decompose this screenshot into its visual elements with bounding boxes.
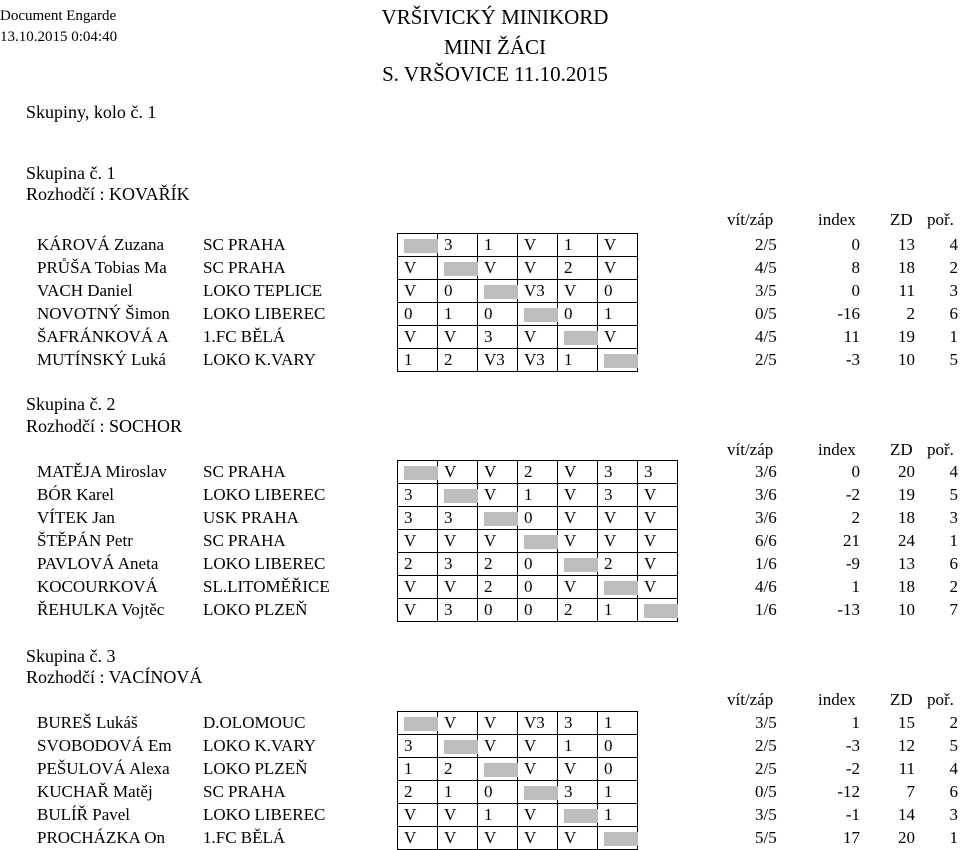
doc-timestamp: 13.10.2015 0:04:40 <box>0 29 118 45</box>
fencer-rank: 5 <box>949 485 958 504</box>
bout-result-cell: 2 <box>518 461 558 484</box>
bout-result-cell: V <box>398 257 438 280</box>
fencer-zd: 2 <box>906 304 915 323</box>
round-title: Skupiny, kolo č. 1 <box>26 102 157 122</box>
header-index: index <box>818 440 856 459</box>
fencer-rank: 7 <box>949 600 958 619</box>
fencer-vitzap: 3/5 <box>755 281 777 300</box>
group-title: Skupina č. 3 <box>26 646 116 666</box>
fencer-name: PROCHÁZKA On <box>37 828 165 847</box>
bout-result-cell: V <box>558 507 598 530</box>
fencer-row <box>0 780 960 803</box>
bout-result-cell: 3 <box>438 234 478 257</box>
fencer-name: KUCHAŘ Matěj <box>37 782 153 801</box>
fencer-vitzap: 3/6 <box>755 462 777 481</box>
bout-result-cell: V <box>518 234 558 257</box>
bout-result-cell: V <box>598 530 638 553</box>
column-headers <box>0 690 960 712</box>
bout-result-cell: V <box>558 758 598 781</box>
fencer-rank: 1 <box>949 327 958 346</box>
bout-result-cell: V <box>398 804 438 827</box>
fencer-name: PEŠULOVÁ Alexa <box>37 759 170 778</box>
fencer-index: -3 <box>845 350 860 369</box>
fencer-index: 21 <box>843 531 860 550</box>
fencer-club: USK PRAHA <box>203 508 299 527</box>
bout-result-cell: 1 <box>478 804 518 827</box>
fencer-index: 0 <box>851 235 860 254</box>
header-index: index <box>818 690 856 709</box>
bout-result-cell: 1 <box>558 735 598 758</box>
bout-result-cell: V <box>598 257 638 280</box>
doc-generator: Document Engarde <box>0 8 117 24</box>
fencer-vitzap: 3/6 <box>755 485 777 504</box>
fencer-rank: 6 <box>949 304 958 323</box>
bout-result-cell: V <box>478 257 518 280</box>
fencer-index: 2 <box>851 508 860 527</box>
bout-result-cell: 2 <box>398 553 438 576</box>
venue-date: S. VRŠOVICE 11.10.2015 <box>382 62 608 86</box>
bout-result-cell: V3 <box>518 712 558 735</box>
bout-result-cell: 2 <box>438 349 478 372</box>
column-headers <box>0 440 960 462</box>
fencer-rank: 3 <box>949 281 958 300</box>
fencer-club: SC PRAHA <box>203 531 286 550</box>
fencer-rank: 5 <box>949 350 958 369</box>
fencer-row <box>0 598 960 621</box>
bout-result-cell: 1 <box>598 781 638 804</box>
fencer-zd: 18 <box>898 508 915 527</box>
bout-result-cell: 2 <box>478 553 518 576</box>
bout-result-cell: 0 <box>398 303 438 326</box>
header-index: index <box>818 210 856 229</box>
category-title: MINI ŽÁCI <box>443 35 547 59</box>
bout-result-cell: V <box>438 530 478 553</box>
header-vitzap: vít/záp <box>727 210 774 229</box>
bout-result-cell: 0 <box>598 758 638 781</box>
bout-result-cell: V3 <box>518 349 558 372</box>
bout-result-cell: V <box>478 735 518 758</box>
fencer-vitzap: 6/6 <box>755 531 777 550</box>
fencer-name: BULÍŘ Pavel <box>37 805 131 824</box>
bout-result-cell: 1 <box>598 599 638 622</box>
fencer-club: SL.LITOMĚŘICE <box>203 577 330 596</box>
fencer-row <box>0 575 960 598</box>
fencer-index: -1 <box>845 805 860 824</box>
fencer-index: -9 <box>845 554 860 573</box>
fencer-index: -2 <box>845 759 860 778</box>
bout-result-cell: 1 <box>558 349 598 372</box>
fencer-row <box>0 325 960 348</box>
fencer-row <box>0 483 960 506</box>
group-title: Skupina č. 1 <box>26 163 116 183</box>
bout-result-cell: V <box>398 827 438 850</box>
fencer-name: ŘEHULKA Vojtěc <box>37 600 165 619</box>
bout-result-cell: V <box>478 484 518 507</box>
fencer-name: VACH Daniel <box>37 281 133 300</box>
header-por: poř. <box>927 440 954 459</box>
bout-result-cell: V <box>518 827 558 850</box>
bout-result-cell: 1 <box>478 234 518 257</box>
bout-result-cell: V <box>438 326 478 349</box>
fencer-club: LOKO K.VARY <box>203 736 317 755</box>
fencer-vitzap: 2/5 <box>755 759 777 778</box>
bout-result-cell: 0 <box>518 507 558 530</box>
fencer-row <box>0 803 960 826</box>
fencer-club: LOKO TEPLICE <box>203 281 323 300</box>
bout-result-cell: 0 <box>518 553 558 576</box>
fencer-index: -13 <box>837 600 860 619</box>
group-referee: Rozhodčí : KOVAŘÍK <box>26 184 190 204</box>
bout-result-cell: 0 <box>478 303 518 326</box>
fencer-club: SC PRAHA <box>203 258 286 277</box>
header-por: poř. <box>927 690 954 709</box>
group-title: Skupina č. 2 <box>26 394 116 414</box>
fencer-row <box>0 279 960 302</box>
fencer-zd: 24 <box>898 531 915 550</box>
bout-result-cell: 1 <box>598 712 638 735</box>
fencer-index: -2 <box>845 485 860 504</box>
bout-result-cell: 3 <box>398 484 438 507</box>
bout-result-cell: 2 <box>598 553 638 576</box>
bout-result-cell: V <box>518 257 558 280</box>
bout-result-cell: V <box>638 484 678 507</box>
bout-result-cell: V <box>558 827 598 850</box>
bout-result-cell: 3 <box>558 712 598 735</box>
fencer-rank: 3 <box>949 508 958 527</box>
fencer-rank: 1 <box>949 531 958 550</box>
fencer-row <box>0 348 960 371</box>
bout-result-cell: V <box>478 827 518 850</box>
fencer-zd: 11 <box>898 759 915 778</box>
fencer-vitzap: 4/6 <box>755 577 777 596</box>
bout-result-cell: 3 <box>438 599 478 622</box>
bout-result-cell: V <box>518 804 558 827</box>
bout-result-cell: 0 <box>518 599 558 622</box>
bout-result-cell: V <box>638 576 678 599</box>
fencer-vitzap: 0/5 <box>755 782 777 801</box>
fencer-name: KOCOURKOVÁ <box>37 577 158 596</box>
fencer-vitzap: 2/5 <box>755 350 777 369</box>
fencer-vitzap: 2/5 <box>755 235 777 254</box>
fencer-row <box>0 552 960 575</box>
fencer-zd: 18 <box>898 577 915 596</box>
fencer-index: 1 <box>851 577 860 596</box>
fencer-name: PRŮŠA Tobias Ma <box>37 258 167 277</box>
bout-result-cell: 0 <box>518 576 558 599</box>
bout-result-cell: 3 <box>598 461 638 484</box>
fencer-club: 1.FC BĚLÁ <box>203 828 286 847</box>
fencer-index: 17 <box>843 828 860 847</box>
fencer-index: 0 <box>851 281 860 300</box>
header-por: poř. <box>927 210 954 229</box>
bout-result-cell: V <box>558 484 598 507</box>
bout-result-cell: V <box>438 576 478 599</box>
fencer-name: ŠTĚPÁN Petr <box>37 531 133 550</box>
header-zd: ZD <box>890 210 913 229</box>
bout-result-cell: V <box>518 735 558 758</box>
fencer-index: 11 <box>843 327 860 346</box>
bout-result-cell: 3 <box>398 507 438 530</box>
bout-result-cell: 0 <box>438 280 478 303</box>
bout-result-cell: 3 <box>438 507 478 530</box>
bout-result-cell: V <box>398 530 438 553</box>
bout-result-cell: 3 <box>558 781 598 804</box>
fencer-vitzap: 5/5 <box>755 828 777 847</box>
fencer-row <box>0 529 960 552</box>
fencer-vitzap: 3/6 <box>755 508 777 527</box>
fencer-name: SVOBODOVÁ Em <box>37 736 172 755</box>
bout-result-cell: V3 <box>518 280 558 303</box>
bout-result-cell: 1 <box>398 758 438 781</box>
bout-result-cell: 1 <box>438 303 478 326</box>
bout-result-cell: 0 <box>478 781 518 804</box>
fencer-club: 1.FC BĚLÁ <box>203 327 286 346</box>
bout-result-cell: V3 <box>478 349 518 372</box>
fencer-zd: 13 <box>898 554 915 573</box>
bout-result-cell: 0 <box>598 280 638 303</box>
bout-result-cell: 1 <box>598 303 638 326</box>
fencer-zd: 10 <box>898 600 915 619</box>
fencer-row <box>0 826 960 849</box>
fencer-row <box>0 711 960 734</box>
bout-result-cell: 0 <box>598 735 638 758</box>
header-vitzap: vít/záp <box>727 440 774 459</box>
fencer-rank: 6 <box>949 554 958 573</box>
bout-result-cell: 1 <box>438 781 478 804</box>
bout-result-cell: 1 <box>558 234 598 257</box>
fencer-club: LOKO LIBEREC <box>203 485 326 504</box>
fencer-club: SC PRAHA <box>203 462 286 481</box>
fencer-vitzap: 1/6 <box>755 554 777 573</box>
fencer-club: LOKO LIBEREC <box>203 805 326 824</box>
group-referee: Rozhodčí : SOCHOR <box>26 416 183 436</box>
fencer-index: -16 <box>837 304 860 323</box>
bout-result-cell: V <box>638 507 678 530</box>
fencer-rank: 5 <box>949 736 958 755</box>
bout-result-cell: V <box>438 827 478 850</box>
bout-result-cell: 1 <box>398 349 438 372</box>
fencer-zd: 12 <box>898 736 915 755</box>
fencer-row <box>0 256 960 279</box>
bout-result-cell: 1 <box>598 804 638 827</box>
header-zd: ZD <box>890 690 913 709</box>
bout-result-cell: V <box>398 280 438 303</box>
bout-result-cell: 2 <box>558 599 598 622</box>
fencer-name: BÓR Karel <box>37 485 114 504</box>
fencer-rank: 3 <box>949 805 958 824</box>
bout-result-cell: 3 <box>598 484 638 507</box>
bout-result-cell: V <box>638 553 678 576</box>
bout-result-cell: V <box>518 758 558 781</box>
fencer-club: LOKO PLZEŇ <box>203 759 308 778</box>
fencer-zd: 19 <box>898 485 915 504</box>
fencer-name: KÁROVÁ Zuzana <box>37 235 164 254</box>
bout-result-cell: 3 <box>438 553 478 576</box>
fencer-zd: 18 <box>898 258 915 277</box>
fencer-club: SC PRAHA <box>203 235 286 254</box>
bout-result-cell: V <box>598 507 638 530</box>
fencer-name: BUREŠ Lukáš <box>37 713 138 732</box>
fencer-zd: 20 <box>898 462 915 481</box>
fencer-zd: 7 <box>906 782 915 801</box>
bout-result-cell: 0 <box>558 303 598 326</box>
fencer-row <box>0 460 960 483</box>
fencer-vitzap: 1/6 <box>755 600 777 619</box>
bout-result-cell: 3 <box>638 461 678 484</box>
bout-result-cell: V <box>478 530 518 553</box>
bout-result-cell: V <box>558 461 598 484</box>
fencer-name: ŠAFRÁNKOVÁ A <box>37 327 169 346</box>
fencer-vitzap: 4/5 <box>755 258 777 277</box>
fencer-vitzap: 4/5 <box>755 327 777 346</box>
bout-result-cell: 2 <box>478 576 518 599</box>
bout-result-cell: 3 <box>478 326 518 349</box>
fencer-vitzap: 3/5 <box>755 805 777 824</box>
competition-title: VRŠIVICKÝ MINIKORD <box>381 5 609 29</box>
fencer-rank: 1 <box>949 828 958 847</box>
bout-result-cell: V <box>478 712 518 735</box>
fencer-club: LOKO LIBEREC <box>203 304 326 323</box>
header-zd: ZD <box>890 440 913 459</box>
fencer-index: 0 <box>851 462 860 481</box>
bout-result-cell: V <box>438 461 478 484</box>
fencer-rank: 6 <box>949 782 958 801</box>
bout-result-cell: 0 <box>478 599 518 622</box>
fencer-zd: 19 <box>898 327 915 346</box>
bout-result-cell: V <box>398 576 438 599</box>
bout-result-cell: V <box>638 530 678 553</box>
fencer-zd: 14 <box>898 805 915 824</box>
fencer-rank: 2 <box>949 713 958 732</box>
bout-result-cell: V <box>438 804 478 827</box>
bout-result-cell: V <box>478 461 518 484</box>
bout-result-cell: V <box>558 530 598 553</box>
fencer-index: 1 <box>851 713 860 732</box>
fencer-name: VÍTEK Jan <box>37 508 115 527</box>
fencer-zd: 10 <box>898 350 915 369</box>
fencer-name: MUTÍNSKÝ Luká <box>37 350 166 369</box>
bout-result-cell: V <box>598 326 638 349</box>
column-headers <box>0 210 960 232</box>
bout-result-cell: 2 <box>398 781 438 804</box>
bout-result-cell: V <box>518 326 558 349</box>
fencer-row <box>0 233 960 256</box>
fencer-index: -3 <box>845 736 860 755</box>
bout-result-cell: 1 <box>518 484 558 507</box>
fencer-name: PAVLOVÁ Aneta <box>37 554 159 573</box>
fencer-vitzap: 2/5 <box>755 736 777 755</box>
fencer-zd: 11 <box>898 281 915 300</box>
fencer-vitzap: 3/5 <box>755 713 777 732</box>
fencer-name: MATĚJA Miroslav <box>37 462 167 481</box>
fencer-name: NOVOTNÝ Šimon <box>37 304 170 323</box>
fencer-club: LOKO K.VARY <box>203 350 317 369</box>
fencer-index: -12 <box>837 782 860 801</box>
fencer-zd: 13 <box>898 235 915 254</box>
group-referee: Rozhodčí : VACÍNOVÁ <box>26 667 203 687</box>
fencer-row <box>0 506 960 529</box>
fencer-club: SC PRAHA <box>203 782 286 801</box>
fencer-club: LOKO LIBEREC <box>203 554 326 573</box>
fencer-rank: 4 <box>949 235 958 254</box>
bout-result-cell: V <box>598 234 638 257</box>
fencer-row <box>0 734 960 757</box>
fencer-zd: 15 <box>898 713 915 732</box>
bout-result-cell: 3 <box>398 735 438 758</box>
bout-result-cell: 2 <box>438 758 478 781</box>
fencer-rank: 4 <box>949 759 958 778</box>
fencer-index: 8 <box>851 258 860 277</box>
bout-result-cell: V <box>398 599 438 622</box>
fencer-club: D.OLOMOUC <box>203 713 306 732</box>
fencer-rank: 2 <box>949 258 958 277</box>
fencer-club: LOKO PLZEŇ <box>203 600 308 619</box>
bout-result-cell: V <box>558 576 598 599</box>
bout-result-cell: V <box>398 326 438 349</box>
fencer-rank: 2 <box>949 577 958 596</box>
fencer-rank: 4 <box>949 462 958 481</box>
fencer-row <box>0 757 960 780</box>
bout-result-cell: 2 <box>558 257 598 280</box>
bout-result-cell: V <box>438 712 478 735</box>
bout-result-cell: V <box>558 280 598 303</box>
fencer-zd: 20 <box>898 828 915 847</box>
fencer-vitzap: 0/5 <box>755 304 777 323</box>
header-vitzap: vít/záp <box>727 690 774 709</box>
fencer-row <box>0 302 960 325</box>
